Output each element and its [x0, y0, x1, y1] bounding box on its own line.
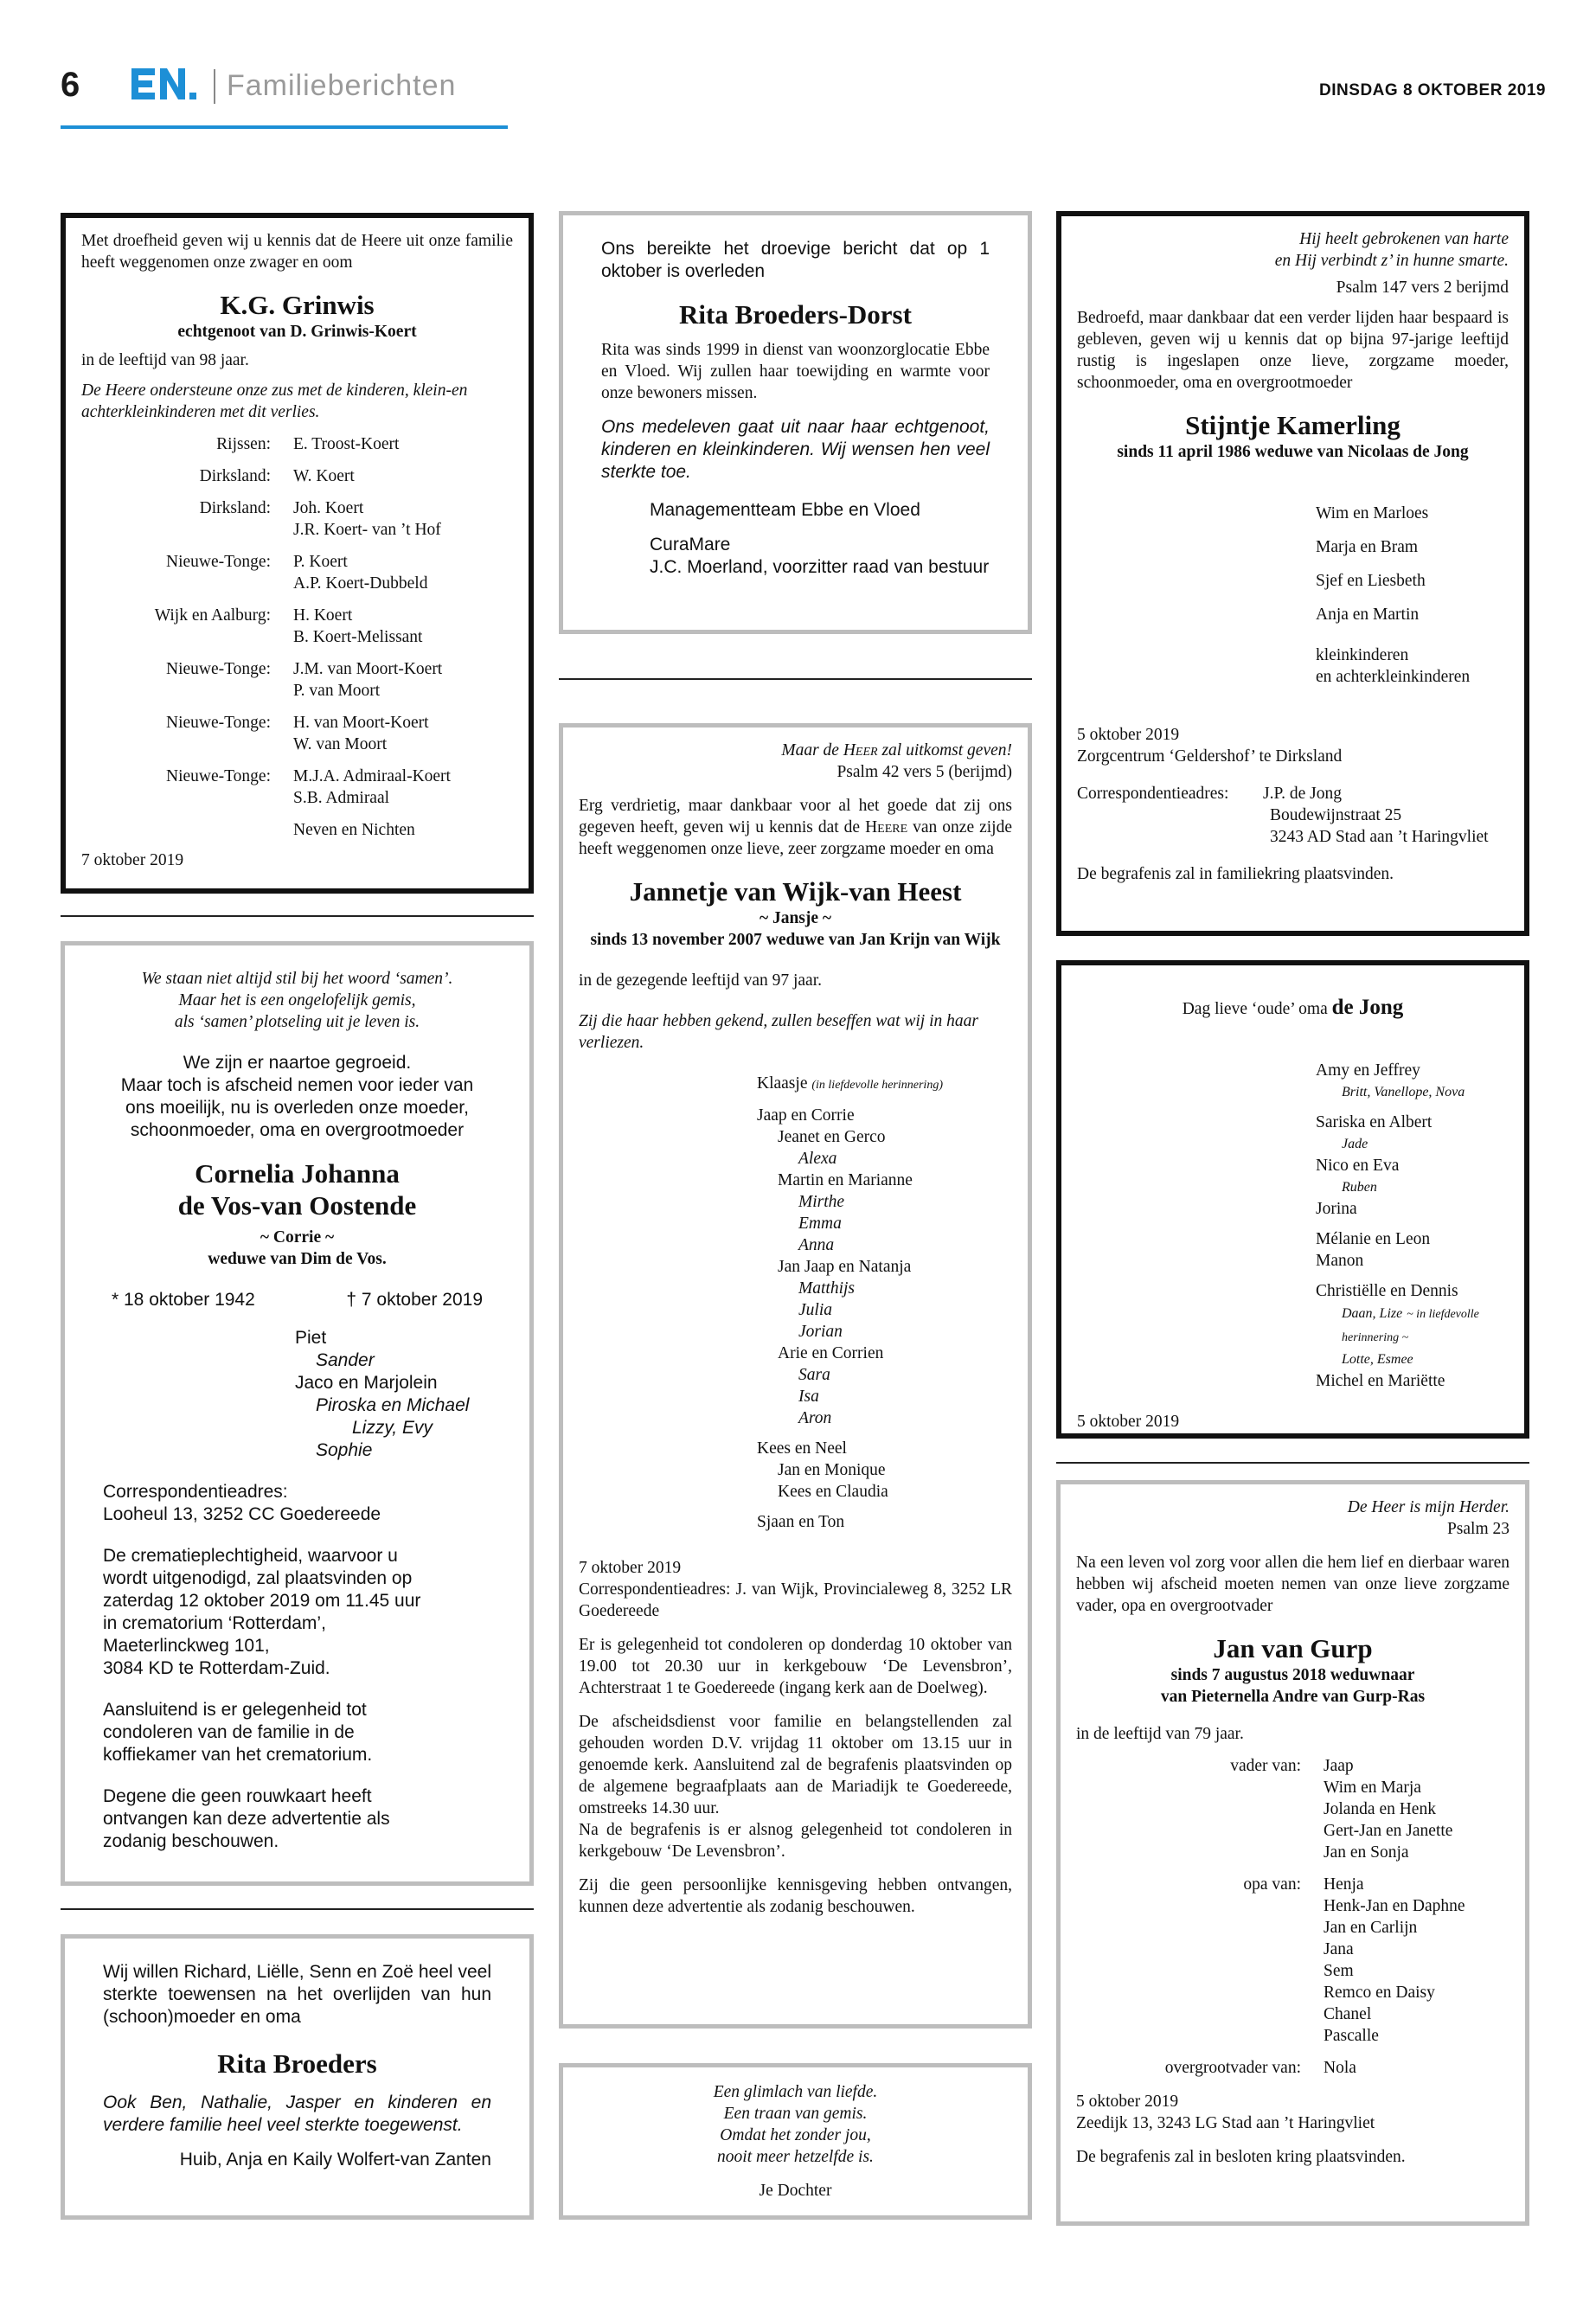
text-line: We zijn er naartoe gegroeid.: [183, 1053, 412, 1073]
vangurp-addr: Zeedijk 13, 3243 LG Stad aan ’t Haringvliet: [1076, 2114, 1375, 2132]
vangurp-burial: De begrafenis zal in besloten kring plaatsvinden.: [1076, 2148, 1406, 2166]
dejong-lotte: Lotte, Esmee: [1342, 1352, 1413, 1367]
jannetje-widow: sinds 13 november 2007 weduwe van Jan Krijn van Wijk: [590, 931, 1001, 949]
grinwis-name: K.G. Grinwis: [220, 290, 375, 320]
grinwis-age: in de leeftijd van 98 jaar.: [81, 351, 249, 369]
rita-intro: Ons bereikte het droevige bericht dat op 1 oktober is overleden: [601, 239, 990, 281]
relative-place: Nieuwe-Tonge:: [165, 767, 271, 785]
grinwis-sub: echtgenoot van D. Grinwis-Koert: [177, 323, 417, 341]
vangurp-sub-1: sinds 7 augustus 2018 weduwnaar: [1170, 1666, 1415, 1684]
broeders-text: Wij willen Richard, Liëlle, Senn en Zoë heel veel sterkte toewensen na het overlijden van hun (schoon)moeder en oma: [103, 1962, 491, 2027]
cornelia-notice: [103, 1785, 491, 1853]
notice-jannetje: [559, 723, 1032, 2029]
child-name: Gert-Jan en Janette: [1324, 1822, 1453, 1840]
verse-heer: Heer: [843, 741, 878, 760]
cornelia-widow: weduwe van Dim de Vos.: [208, 1250, 387, 1268]
broeders-name: Rita Broeders: [217, 2048, 377, 2079]
rita-wish: Ons medeleven gaat uit naar haar echtgenoot, kinderen en kleinkinderen. Wij wensen hen veel sterkte toe.: [601, 417, 990, 482]
family-member: Jorian: [798, 1323, 843, 1341]
klaasje-note: (in liefdevolle herinnering): [811, 1079, 943, 1092]
family-member: Piroska en Michael: [316, 1395, 470, 1415]
kamerling-psalm: Psalm 147 vers 2 berijmd: [1336, 279, 1509, 297]
title-name: de Jong: [1331, 996, 1404, 1019]
cornelia-condole: [103, 1699, 491, 1766]
jannetje-family-2: [757, 1438, 1012, 1503]
vangurp-age: in de leeftijd van 79 jaar.: [1076, 1725, 1244, 1743]
verse-line: Hij heelt gebrokenen van harte: [1299, 230, 1509, 248]
vangurp-vader: [1076, 1755, 1509, 1863]
jannetje-quote: Zij die haar hebben gekend, zullen beseffen wat wij in haar verliezen.: [579, 1012, 978, 1052]
achterkleinkinderen: en achterkleinkinderen: [1316, 668, 1471, 686]
poem-line: Maar het is een ongelofelijk gemis,: [178, 991, 416, 1009]
grandchild-name: Pascalle: [1324, 2027, 1379, 2045]
family-member: Jan Jaap en Natanja: [778, 1258, 912, 1276]
jannetje-corr: Correspondentieadres: J. van Wijk, Provincialeweg 8, 3252 LR Goedereede: [579, 1580, 1012, 1620]
notice-cornelia: [61, 941, 534, 1886]
kamerling-corr: [1077, 783, 1509, 848]
verse-part: zal uitkomst geven!: [877, 741, 1012, 760]
jannetje-nick: ~ Jansje ~: [759, 909, 832, 927]
relative-names: [293, 658, 513, 702]
child-name: Jaap: [1324, 1757, 1354, 1775]
kamerling-place: Zorgcentrum ‘Geldershof’ te Dirksland: [1077, 747, 1343, 766]
family-member: Jaco en Marjolein: [295, 1373, 438, 1393]
kamerling-intro: Bedroefd, maar dankbaar dat een verder lijden haar bespaard is gebleven, geven wij u kennis dat op bijna 97-jarige leeftijd rustig is ingeslapen onze lieve, zorgzame moeder, schoonmoeder, oma en overgrootmoeder: [1077, 309, 1509, 392]
jannetje-service: De afscheidsdienst voor familie en belangstellenden zal gehouden worden D.V. vrijdag 11 oktober om 13.15 uur in genoemde kerk. Aansluitend zal de begrafenis plaatsvinden op de algemene begraafplaats aan de Mariadijk te Goedereede, omstreeks 14.30 uur.: [579, 1713, 1012, 1817]
ceremony-line: in crematorium ‘Rotterdam’,: [103, 1613, 326, 1633]
relative-name: E. Troost-Koert: [293, 435, 400, 453]
notice-glimlach: [559, 2063, 1032, 2220]
kleinkinderen: kleinkinderen: [1316, 646, 1409, 664]
kamerling-verse: [1077, 228, 1509, 272]
notice-kamerling: [1056, 211, 1529, 936]
dejong-michel: Michel en Mariëtte: [1316, 1372, 1445, 1390]
family-member: Anna: [798, 1236, 835, 1254]
relative-place: Nieuwe-Tonge:: [165, 660, 271, 678]
dejong-daan: [1316, 1302, 1509, 1349]
relative-name: J.M. van Moort-Koert: [293, 660, 443, 678]
corr-line: Boudewijnstraat 25: [1270, 806, 1402, 824]
cornelia-corr: [103, 1481, 491, 1526]
family-member: Jade: [1342, 1137, 1368, 1151]
corr-lines: [1263, 783, 1489, 848]
dejong-date: 5 oktober 2019: [1077, 1413, 1180, 1431]
jannetje-verse-2: Psalm 42 vers 5 (berijmd): [836, 763, 1012, 781]
kamerling-name: Stijntje Kamerling: [1185, 410, 1401, 440]
relative-name: Joh. Koert: [293, 499, 364, 517]
cornelia-died: † 7 oktober 2019: [346, 1290, 483, 1310]
notice-line: Degene die geen rouwkaart heeft: [103, 1786, 372, 1806]
jannetje-intro: [579, 795, 1012, 860]
family-member: Martin en Marianne: [778, 1171, 913, 1189]
family-member: Arie en Corrien: [778, 1344, 884, 1362]
condole-line: condoleren van de familie in de: [103, 1722, 355, 1742]
intro-heere: Heere: [865, 818, 908, 836]
relative-name: W. van Moort: [293, 735, 388, 753]
glimlach-poem: [579, 2081, 1012, 2168]
family-member: Emma: [798, 1215, 842, 1233]
relative-row: [81, 497, 513, 541]
jannetje-sjaan: Sjaan en Ton: [757, 1513, 845, 1531]
rita-sig-2: CuraMare: [650, 535, 731, 554]
separator: [61, 1908, 534, 1910]
relative-names: [293, 712, 513, 755]
relative-name: P. van Moort: [293, 682, 381, 700]
relative-names: [293, 433, 513, 455]
grandchild-name: Henja: [1324, 1875, 1364, 1894]
ceremony-line: 3084 KD te Rotterdam-Zuid.: [103, 1658, 330, 1678]
jannetje-family-1: [757, 1105, 1012, 1429]
family-member: Jorina: [1316, 1200, 1357, 1218]
separator: [1056, 1462, 1529, 1464]
relative-row: [81, 658, 513, 702]
jannetje-notice: Zij die geen persoonlijke kennisgeving hebben ontvangen, kunnen deze advertentie als zodanig beschouwen.: [579, 1876, 1012, 1916]
vader-list: [1324, 1755, 1509, 1863]
over-name: Nola: [1324, 2059, 1356, 2077]
jannetje-name: Jannetje van Wijk-van Heest: [629, 876, 962, 907]
poem-line: We staan niet altijd stil bij het woord ‘samen’.: [141, 970, 453, 988]
family-member: Matthijs: [798, 1279, 856, 1298]
relative-name: M.J.A. Admiraal-Koert: [293, 767, 451, 785]
family-member: Alexa: [798, 1150, 837, 1168]
relative-row: [81, 766, 513, 809]
child-name: Jolanda en Henk: [1324, 1800, 1436, 1818]
relative-row: [81, 712, 513, 755]
klaasje-name: Klaasje: [757, 1074, 808, 1093]
family-member: Aron: [798, 1409, 832, 1427]
relative-place: Wijk en Aalburg:: [154, 606, 271, 625]
cornelia-born: * 18 oktober 1942: [112, 1290, 255, 1310]
grandchild-name: Remco en Daisy: [1324, 1984, 1435, 2002]
vader-label: vader van:: [1230, 1757, 1301, 1775]
relative-row: [81, 465, 513, 487]
poem-line: Omdat het zonder jou,: [720, 2126, 871, 2144]
condole-line: koffiekamer van het crematorium.: [103, 1745, 373, 1765]
jannetje-date: 7 oktober 2019: [579, 1559, 682, 1577]
jannetje-condole: Er is gelegenheid tot condoleren op donderdag 10 oktober van 19.00 tot 20.30 uur in kerkgebouw ‘De Levensbron’, Achterstraat 1 te Goedereede (ingang kerk aan de Doelweg).: [579, 1636, 1012, 1697]
opa-list: [1324, 1874, 1509, 2047]
relative-name: W. Koert: [293, 467, 355, 485]
rita-sig-3: J.C. Moerland, voorzitter raad van bestuur: [650, 557, 990, 577]
vangurp-intro: Na een leven vol zorg voor allen die hem lief en dierbaar waren hebben wij afscheid moeten nemen van onze lieve zorgzame vader, opa en overgrootvader: [1076, 1554, 1509, 1615]
family-member: Jaap en Corrie: [757, 1106, 855, 1125]
text-line: Maar toch is afscheid nemen voor ieder van: [120, 1075, 474, 1095]
daan-names: Daan, Lize: [1342, 1306, 1403, 1321]
separator: [61, 915, 534, 917]
family-member: Jan en Monique: [778, 1461, 886, 1479]
family-member: Jeanet en Gerco: [778, 1128, 886, 1146]
grandchild-name: Sem: [1324, 1962, 1354, 1980]
en-logo-icon: [131, 61, 201, 107]
relative-name: H. Koert: [293, 606, 353, 625]
kamerling-family: [1316, 503, 1509, 688]
family-member: Piet: [295, 1328, 327, 1348]
notice-rita-broeders-dorst: [559, 211, 1032, 634]
jannetje-verse-1: [579, 740, 1012, 761]
kamerling-sub: sinds 11 april 1986 weduwe van Nicolaas de Jong: [1117, 443, 1469, 461]
ceremony-line: Maeterlinckweg 101,: [103, 1636, 270, 1656]
family-member: Sander: [316, 1350, 375, 1370]
verse-part: Maar de: [781, 741, 843, 760]
poem-line: nooit meer hetzelfde is.: [717, 2148, 874, 2166]
family-member: Mélanie en Leon: [1316, 1230, 1431, 1248]
relative-place: Dirksland:: [199, 467, 271, 485]
corr-address: Looheul 13, 3252 CC Goedereede: [103, 1504, 381, 1524]
cornelia-family: [103, 1327, 491, 1462]
family-member: Wim en Marloes: [1316, 504, 1429, 522]
relative-row: [81, 605, 513, 648]
cornelia-nick: ~ Corrie ~: [260, 1228, 335, 1247]
cornelia-poem: [103, 959, 491, 1033]
vangurp-sub-2: van Pieternella Andre van Gurp-Ras: [1160, 1688, 1426, 1706]
family-member: Isa: [798, 1388, 819, 1406]
vangurp-over: [1076, 2057, 1509, 2079]
poem-line: Een traan van gemis.: [723, 2105, 868, 2123]
text-line: schoonmoeder, oma en overgrootmoeder: [130, 1120, 465, 1140]
grandchild-name: Jan en Carlijn: [1324, 1919, 1418, 1937]
title-part: Dag lieve ‘oude’ oma: [1182, 1000, 1332, 1018]
separator: [559, 678, 1032, 680]
condole-line: Aansluitend is er gelegenheid tot: [103, 1700, 367, 1720]
text-line: ons moeilijk, nu is overleden onze moeder,: [125, 1098, 469, 1118]
family-member: Lizzy, Evy: [352, 1418, 433, 1438]
vangurp-verse: De Heer is mijn Herder.: [1347, 1498, 1509, 1516]
relative-place: Rijssen:: [216, 435, 271, 453]
relative-names: [293, 605, 513, 648]
relative-name: A.P. Koert-Dubbeld: [293, 574, 428, 593]
relative-place: Nieuwe-Tonge:: [165, 553, 271, 571]
intro-part: van onze zijde heeft weggenomen onze lieve, zeer zorgzame moeder en oma: [579, 818, 1012, 858]
family-member: Manon: [1316, 1252, 1364, 1270]
family-member: Julia: [798, 1301, 832, 1319]
cornelia-text: [103, 1052, 491, 1142]
kamerling-burial: De begrafenis zal in familiekring plaatsvinden.: [1077, 865, 1394, 883]
dejong-title: [1077, 997, 1509, 1020]
grinwis-relatives: [81, 433, 513, 809]
child-name: Wim en Marja: [1324, 1779, 1421, 1797]
glimlach-signed: Je Dochter: [759, 2182, 832, 2200]
notice-grinwis: [61, 213, 534, 894]
relative-row: [81, 433, 513, 455]
notice-line: zodanig beschouwen.: [103, 1831, 279, 1851]
dejong-family: [1316, 1060, 1509, 1302]
grinwis-wish: De Heere ondersteune onze zus met de kinderen, klein-en achterkleinkinderen met dit verlies.: [81, 381, 468, 421]
rita-signature: [601, 499, 990, 579]
grinwis-intro: Met droefheid geven wij u kennis dat de Heere uit onze familie heeft weggenomen onze zwager en oom: [81, 232, 513, 272]
broeders-signed: Huib, Anja en Kaily Wolfert-van Zanten: [179, 2150, 491, 2170]
relative-names: [293, 551, 513, 594]
relative-place: Nieuwe-Tonge:: [165, 714, 271, 732]
family-member: Britt, Vanellope, Nova: [1342, 1085, 1465, 1099]
relative-name: H. van Moort-Koert: [293, 714, 429, 732]
verse-line: en Hij verbindt z’ in hunne smarte.: [1274, 252, 1509, 270]
grandchild-name: Henk-Jan en Daphne: [1324, 1897, 1465, 1915]
relative-name: J.R. Koert- van ’t Hof: [293, 521, 441, 539]
over-label: overgrootvader van:: [1164, 2059, 1301, 2077]
section-title: Familieberichten: [227, 69, 457, 102]
vangurp-date: 5 oktober 2019: [1076, 2093, 1179, 2111]
family-member: Kees en Neel: [757, 1439, 847, 1458]
header-rule: [61, 125, 508, 129]
ceremony-line: De crematieplechtigheid, waarvoor u: [103, 1546, 398, 1566]
grinwis-neven: Neven en Nichten: [293, 821, 415, 839]
notice-de-jong: [1056, 960, 1529, 1439]
notice-rita-broeders: [61, 1934, 534, 2220]
family-member: Ruben: [1342, 1180, 1377, 1195]
cornelia-name-2: de Vos-van Oostende: [177, 1190, 417, 1221]
family-member: Kees en Claudia: [778, 1483, 888, 1501]
corr-label: Correspondentieadres:: [1077, 785, 1229, 803]
jannetje-age: in de gezegende leeftijd van 97 jaar.: [579, 971, 822, 990]
grandchild-name: Chanel: [1324, 2005, 1372, 2023]
grinwis-date: 7 oktober 2019: [81, 851, 184, 869]
cornelia-dates: [103, 1289, 491, 1311]
notice-van-gurp: [1056, 1480, 1529, 2226]
opa-label: opa van:: [1243, 1875, 1301, 1894]
family-member: Sjef en Liesbeth: [1316, 572, 1426, 590]
relative-names: [293, 766, 513, 809]
family-member: Marja en Bram: [1316, 538, 1419, 556]
rita-text: Rita was sinds 1999 in dienst van woonzorglocatie Ebbe en Vloed. Wij zullen haar toewijding en warmte voor onze bewoners missen.: [601, 341, 990, 402]
poem-line: als ‘samen’ plotseling uit je leven is.: [174, 1013, 420, 1031]
jannetje-klaasje: [757, 1073, 1012, 1096]
jannetje-service-2: Na de begrafenis is er alsnog gelegenheid tot condoleren in kerkgebouw ‘De Levensbron’.: [579, 1821, 1012, 1861]
relative-names: [293, 465, 513, 487]
relative-names: [293, 497, 513, 541]
kamerling-date: 5 oktober 2019: [1077, 726, 1180, 744]
child-name: Jan en Sonja: [1324, 1843, 1409, 1862]
cornelia-name-1: Cornelia Johanna: [195, 1158, 400, 1189]
intro-part: Erg verdrietig, maar dankbaar voor al het goede dat zij ons gegeven heeft, geven wij u kennis dat de: [579, 797, 1012, 836]
notice-line: ontvangen kan deze advertentie als: [103, 1809, 390, 1829]
corr-line: 3243 AD Stad aan ’t Haringvliet: [1270, 828, 1489, 846]
ceremony-line: wordt uitgenodigd, zal plaatsvinden op: [103, 1568, 413, 1588]
relative-name: S.B. Admiraal: [293, 789, 390, 807]
relative-place: Dirksland:: [199, 499, 271, 517]
cornelia-ceremony: [103, 1545, 491, 1680]
family-member: Sophie: [316, 1440, 373, 1460]
family-member: Amy en Jeffrey: [1316, 1061, 1420, 1080]
broeders-wish: Ook Ben, Nathalie, Jasper en kinderen en verdere familie heel veel sterkte toegewenst.: [103, 2093, 491, 2135]
vangurp-name: Jan van Gurp: [1213, 1633, 1373, 1663]
corr-line: J.P. de Jong: [1263, 785, 1343, 803]
family-member: Nico en Eva: [1316, 1157, 1400, 1175]
rita-name: Rita Broeders-Dorst: [679, 299, 912, 330]
relative-name: B. Koert-Melissant: [293, 628, 423, 646]
page-number: 6: [61, 66, 80, 104]
relative-row: [81, 551, 513, 594]
family-member: Mirthe: [798, 1193, 845, 1211]
grandchild-name: Jana: [1324, 1940, 1354, 1958]
daan-note: ~ in liefdevolle herinnering ~: [1342, 1308, 1479, 1344]
header-divider: [214, 69, 215, 104]
header-date: DINSDAG 8 OKTOBER 2019: [1319, 81, 1546, 99]
family-member: Christiëlle en Dennis: [1316, 1282, 1458, 1300]
rita-sig-1: Managementteam Ebbe en Vloed: [650, 500, 920, 520]
family-member: Anja en Martin: [1316, 606, 1420, 624]
ceremony-line: zaterdag 12 oktober 2019 om 11.45 uur: [103, 1591, 421, 1611]
vangurp-opa: [1076, 1874, 1509, 2047]
family-member: Sara: [798, 1366, 830, 1384]
relative-name: P. Koert: [293, 553, 348, 571]
family-member: Sariska en Albert: [1316, 1113, 1433, 1131]
corr-label: Correspondentieadres:: [103, 1482, 288, 1502]
vangurp-psalm: Psalm 23: [1446, 1520, 1509, 1538]
poem-line: Een glimlach van liefde.: [713, 2083, 878, 2101]
